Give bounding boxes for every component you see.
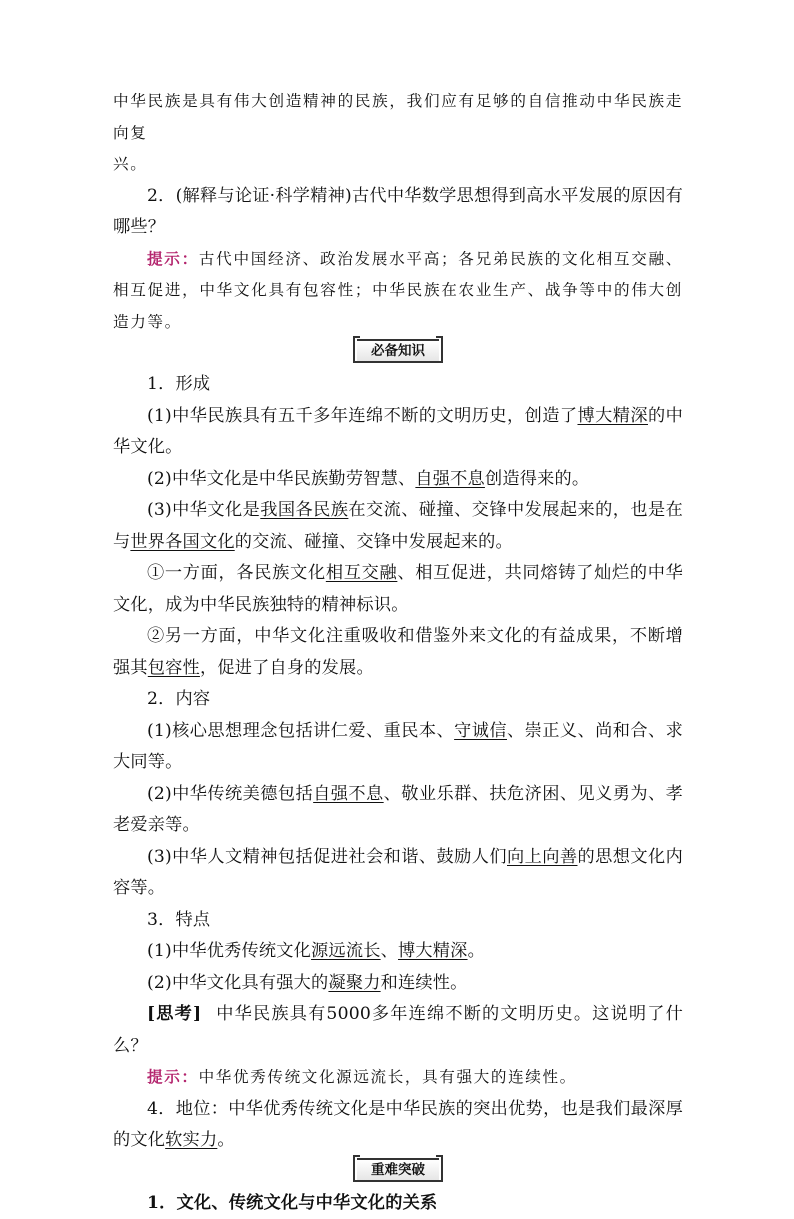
document-page (113, 86, 683, 1219)
section-1-item-3a: ①一方面，各民族文化相互交融、相互促进，共同熔铸了灿烂的中华文化，成为中华民族独特的精神标识。 (113, 558, 683, 621)
section-2-item-1: (1)核心思想理念包括讲仁爱、重民本、守诚信、崇正义、尚和合、求大同等。 (113, 716, 683, 779)
hint-text: 古代中国经济、政治发展水平高；各兄弟民族的文化相互交融、相互促进，中华文化具有包容性；中华民族在农业生产、战争等中的伟大创造力等。 (113, 250, 683, 331)
key-term: 相互交融 (326, 563, 398, 583)
section-2-title: 2．内容 (113, 684, 683, 716)
section-4: 4．地位：中华优秀传统文化是中华民族的突出优势，也是我们最深厚的文化软实力。 (113, 1094, 683, 1157)
hint-label: 提示： (147, 1068, 199, 1086)
section-2-item-3: (3)中华人文精神包括促进社会和谐、鼓励人们向上向善的思想文化内容等。 (113, 842, 683, 905)
banner-label: 重难突破 (357, 1158, 439, 1182)
section-3-item-2: (2)中华文化具有强大的凝聚力和连续性。 (113, 968, 683, 1000)
section-1-item-3: (3)中华文化是我国各民族在交流、碰撞、交锋中发展起来的，也是在与世界各国文化的交流、碰撞、交锋中发展起来的。 (113, 495, 683, 558)
key-term: 博大精深 (398, 941, 468, 961)
intro-line-1: 中华民族是具有伟大创造精神的民族，我们应有足够的自信推动中华民族走向复 (113, 92, 683, 142)
think-label: [思考] (147, 1004, 201, 1024)
key-term: 我国各民族 (260, 500, 348, 520)
section-1-item-2: (2)中华文化是中华民族勤劳智慧、自强不息创造得来的。 (113, 464, 683, 496)
section-banner-key-difficulties (113, 1158, 683, 1184)
question-number: 2． (147, 186, 176, 206)
key-term: 包容性 (148, 658, 200, 678)
question-text: (解释与论证·科学精神)古代中华数学思想得到高水平发展的原因有哪些？ (113, 186, 683, 238)
section-2-item-2: (2)中华传统美德包括自强不息、敬业乐群、扶危济困、见义勇为、孝老爱亲等。 (113, 779, 683, 842)
key-term: 自强不息 (415, 469, 485, 489)
section-3-item-1: (1)中华优秀传统文化源远流长、博大精深。 (113, 936, 683, 968)
key-term: 博大精深 (577, 406, 648, 426)
key-term: 凝聚力 (328, 973, 380, 993)
question-2-hint (113, 244, 683, 339)
key-term: 向上向善 (507, 847, 578, 867)
section-1-item-1: (1)中华民族具有五千多年连绵不断的文明历史，创造了博大精深的中华文化。 (113, 401, 683, 464)
key-term: 软实力 (165, 1130, 217, 1150)
difficulty-1-title: 1．文化、传统文化与中华文化的关系 (113, 1188, 683, 1219)
banner-label: 必备知识 (357, 339, 439, 363)
key-term: 源远流长 (311, 941, 381, 961)
question-2 (113, 181, 683, 244)
think-hint (113, 1062, 683, 1094)
key-term: 世界各国文化 (130, 532, 234, 552)
hint-label: 提示： (147, 250, 199, 268)
intro-paragraph (113, 86, 683, 181)
key-term: 守诚信 (454, 721, 507, 741)
section-3-title: 3．特点 (113, 905, 683, 937)
think-text: 中华民族具有5000多年连绵不断的文明历史。这说明了什么？ (113, 1004, 683, 1056)
key-term: 自强不息 (313, 784, 384, 804)
hint-text: 中华优秀传统文化源远流长，具有强大的连续性。 (199, 1068, 577, 1086)
section-1-title: 1．形成 (113, 369, 683, 401)
section-1-item-3b: ②另一方面，中华文化注重吸收和借鉴外来文化的有益成果，不断增强其包容性，促进了自身的发展。 (113, 621, 683, 684)
section-banner-required-knowledge (113, 339, 683, 365)
intro-line-2: 兴。 (113, 155, 147, 173)
think-question (113, 999, 683, 1062)
